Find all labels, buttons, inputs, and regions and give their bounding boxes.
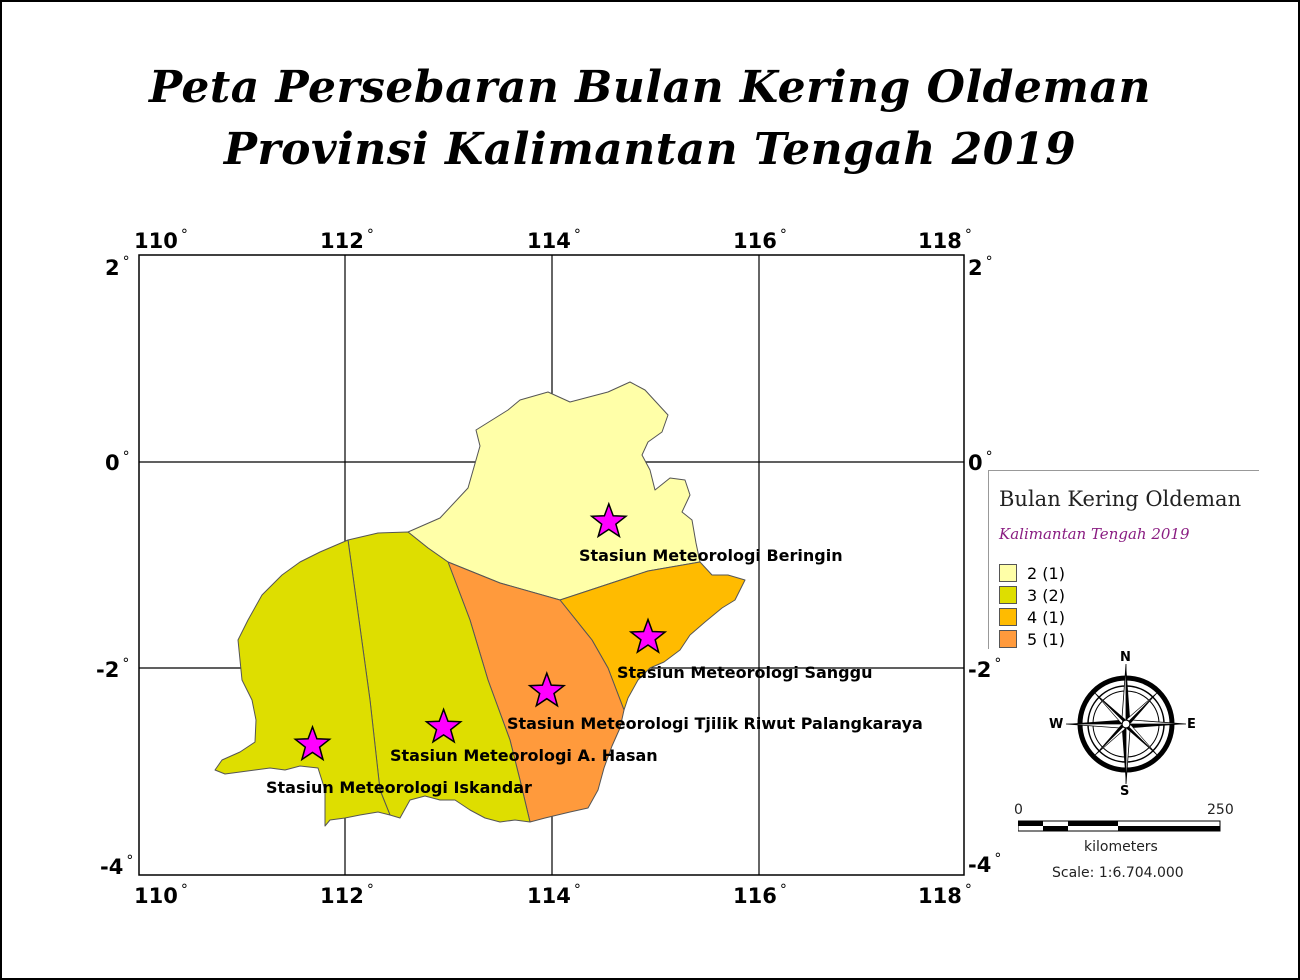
compass-rose-icon [1061,659,1191,789]
compass-west-label: W [1049,717,1064,732]
station-label-iskandar: Stasiun Meteorologi Iskandar [266,778,532,797]
lat-label-left-minus2: -2 ° [96,656,130,682]
scale-bar [1018,820,1228,834]
lon-label-bottom-116: 116 ° [733,882,787,908]
legend-title: Bulan Kering Oldeman [999,487,1242,511]
legend-item-3 [999,585,1065,605]
station-label-hasan: Stasiun Meteorologi A. Hasan [390,746,658,765]
scale-ratio-label: Scale: 1:6.704.000 [1052,865,1184,881]
legend-label-2: 2 (1) [1027,563,1065,583]
legend-item-4 [999,607,1065,627]
legend-subtitle: Kalimantan Tengah 2019 [999,525,1190,543]
legend-label-4: 4 (1) [1027,607,1065,627]
compass-south-label: S [1120,784,1130,799]
lat-label-right-minus2: -2 ° [968,656,1002,682]
scale-start-label: 0 [1014,802,1023,818]
compass-north-label: N [1120,650,1131,665]
legend-swatch-3 [999,586,1017,604]
map-title-line2: Provinsi Kalimantan Tengah 2019 [223,124,1077,175]
legend-swatch-4 [999,608,1017,626]
lat-label-left-0: 0 ° [105,449,130,475]
lon-label-top-114: 114 ° [527,227,581,253]
legend-item-5 [999,629,1065,649]
station-label-beringin: Stasiun Meteorologi Beringin [579,546,843,565]
station-label-sanggu: Stasiun Meteorologi Sanggu [617,663,873,682]
legend-label-5: 5 (1) [1027,629,1065,649]
legend-box [988,470,1259,649]
lon-label-top-112: 112 ° [320,227,374,253]
legend-swatch-5 [999,630,1017,648]
lon-label-top-118: 118 ° [918,227,972,253]
compass-east-label: E [1187,717,1196,732]
lon-label-top-116: 116 ° [733,227,787,253]
map-title-line1: Peta Persebaran Bulan Kering Oldeman [149,62,1151,113]
lat-label-right-2: 2 ° [968,254,993,280]
lon-label-bottom-112: 112 ° [320,882,374,908]
lat-label-left-2: 2 ° [105,254,130,280]
lon-label-bottom-114: 114 ° [527,882,581,908]
lat-label-left-minus4: -4 ° [100,853,134,879]
legend-swatch-2 [999,564,1017,582]
legend-label-3: 3 (2) [1027,585,1065,605]
lat-label-right-minus4: -4 ° [968,851,1002,877]
lon-label-bottom-118: 118 ° [918,882,972,908]
station-label-tjilik: Stasiun Meteorologi Tjilik Riwut Palangkaraya [507,714,923,733]
lat-label-right-0: 0 ° [968,449,993,475]
scale-end-label: 250 [1207,802,1234,818]
scale-unit-label: kilometers [1084,839,1158,855]
lon-label-top-110: 110 ° [134,227,188,253]
lon-label-bottom-110: 110 ° [134,882,188,908]
legend-item-2 [999,563,1065,583]
